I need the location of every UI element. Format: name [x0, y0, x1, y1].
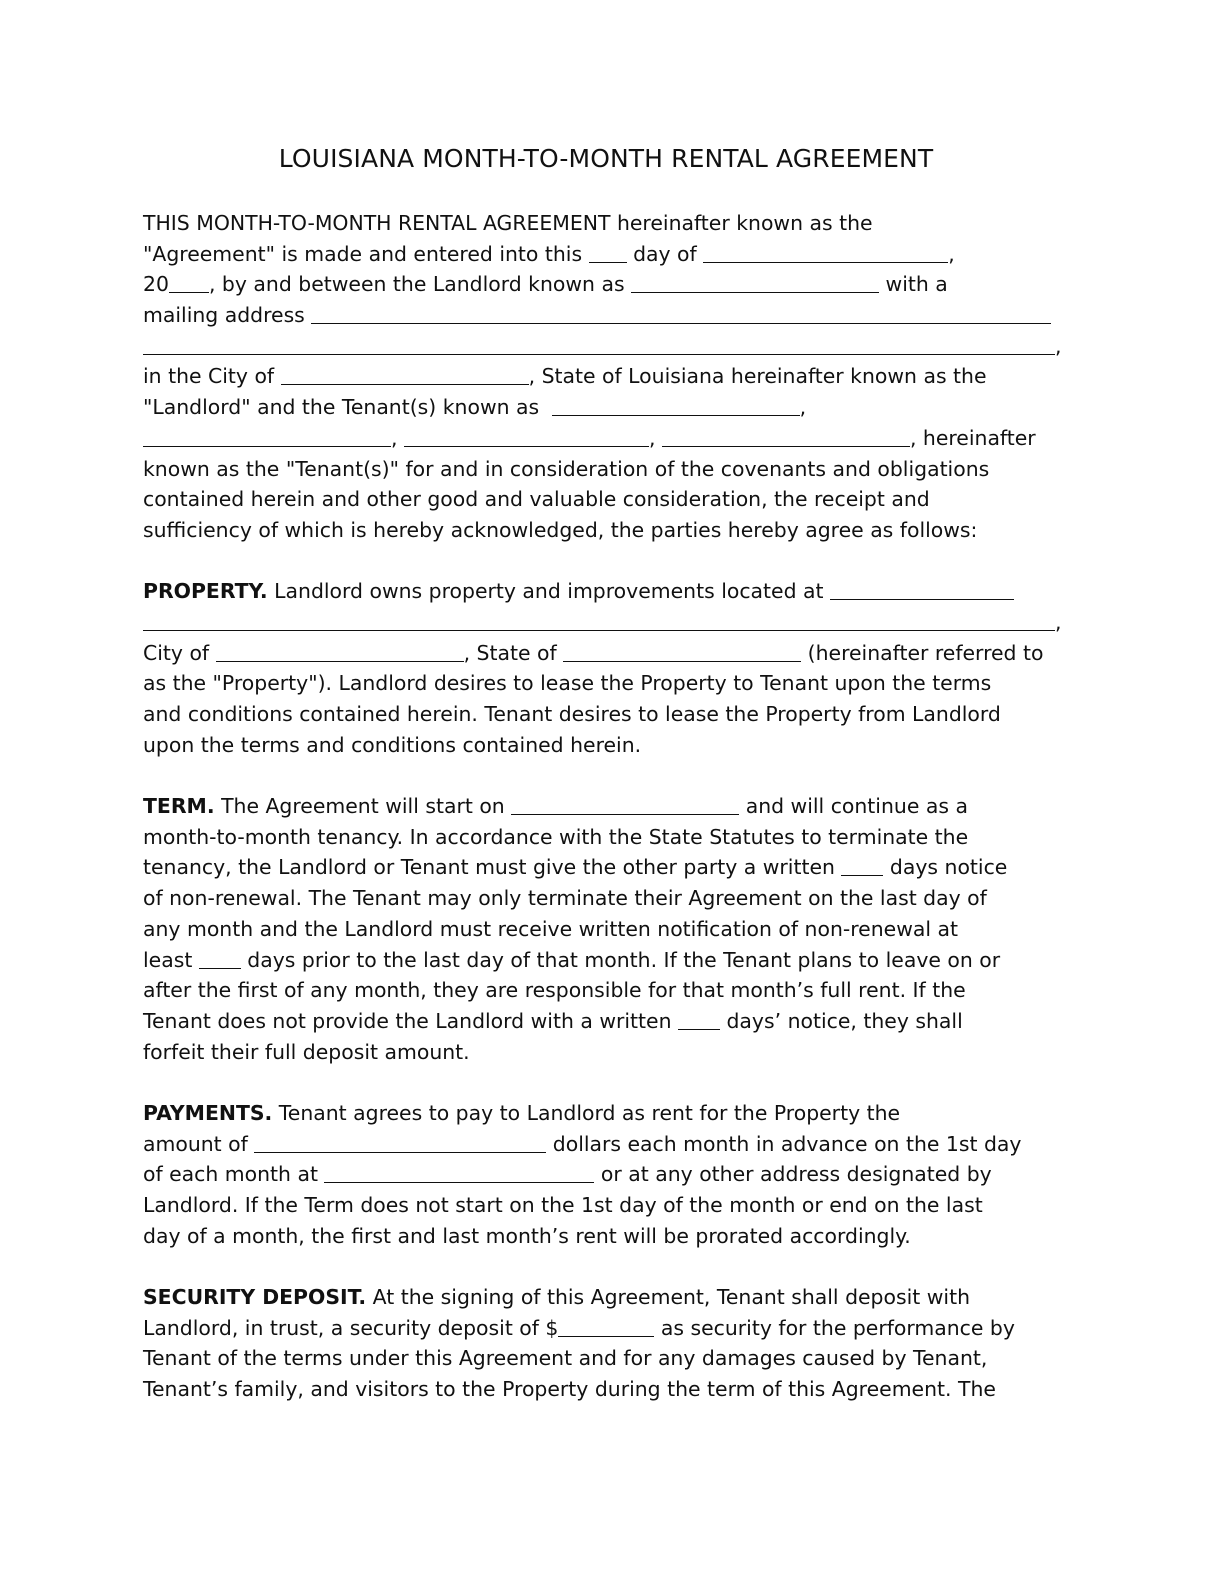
intro-text: , hereinafter [909, 425, 1036, 450]
mailing-address-blank[interactable] [311, 304, 1051, 324]
intro-text: "Agreement" is made and entered into this [143, 241, 583, 266]
term-line-2: month-to-month tenancy. In accordance with the State Statutes to terminate the [143, 824, 969, 849]
term-line-8 [143, 1006, 1068, 1037]
deposit-heading: SECURITY DEPOSIT. [143, 1285, 367, 1310]
property-line-6: upon the terms and conditions contained herein. [143, 732, 642, 757]
property-line-3 [143, 638, 1068, 669]
intro-line-6 [143, 361, 1068, 392]
day-blank[interactable] [589, 243, 627, 263]
intro-line-7 [143, 392, 1068, 423]
intro-text: , by and between the Landlord known as [208, 272, 625, 297]
term-text: days’ notice, they shall [726, 1008, 963, 1033]
intro-text: in the City of [143, 364, 275, 389]
payments-line-2 [143, 1129, 1068, 1160]
term-text: tenancy, the Landlord or Tenant must give the other party a written [143, 855, 835, 880]
property-heading: PROPERTY. [143, 579, 268, 604]
property-line-2 [143, 607, 1068, 638]
term-text: Tenant does not provide the Landlord with a written [143, 1008, 672, 1033]
property-state-blank[interactable] [563, 642, 801, 662]
term-text: least [143, 947, 193, 972]
payments-line-3 [143, 1159, 1068, 1190]
property-address-blank-2[interactable] [143, 611, 1055, 631]
property-text: City of [143, 640, 210, 665]
written-notice-days-blank[interactable] [678, 1010, 720, 1030]
year-blank[interactable] [169, 273, 209, 293]
tenant-name-blank-1[interactable] [552, 396, 800, 416]
term-line-1 [143, 791, 1068, 822]
property-address-blank[interactable] [830, 580, 1014, 600]
payments-text: dollars each month in advance on the 1st day [552, 1131, 1022, 1156]
intro-line-9: known as the "Tenant(s)" for and in consideration of the covenants and obligations [143, 456, 990, 481]
prior-days-blank[interactable] [199, 949, 241, 969]
tenant-name-blank-2[interactable] [143, 427, 391, 447]
intro-line-8 [143, 423, 1068, 454]
term-text: days prior to the last day of that month. If the Tenant plans to leave on or [247, 947, 1001, 972]
payment-address-blank[interactable] [324, 1163, 594, 1183]
deposit-line-4: Tenant’s family, and visitors to the Property during the term of this Agreement. The [143, 1377, 996, 1402]
deposit-line-1 [143, 1282, 1068, 1313]
payments-text: amount of [143, 1131, 248, 1156]
property-line-1 [143, 576, 1068, 607]
landlord-name-blank[interactable] [631, 273, 879, 293]
intro-text: day of [633, 241, 697, 266]
deposit-line-2 [143, 1313, 1068, 1344]
payments-heading: PAYMENTS. [143, 1100, 273, 1125]
intro-text: , [391, 425, 398, 450]
intro-text: mailing address [143, 303, 305, 328]
deposit-line-3: Tenant of the terms under this Agreement and for any damages caused by Tenant, [143, 1346, 988, 1371]
deposit-text: Landlord, in trust, a security deposit of $ [143, 1315, 559, 1340]
spacer [143, 1251, 1068, 1282]
landlord-city-blank[interactable] [281, 365, 529, 385]
property-line-5: and conditions contained herein. Tenant desires to lease the Property from Landlord [143, 702, 1001, 726]
intro-line-2 [143, 239, 1068, 270]
term-line-4: of non-renewal. The Tenant may only terminate their Agreement on the last day of [143, 886, 987, 911]
intro-text: , [948, 241, 955, 266]
property-line-4: as the "Property"). Landlord desires to lease the Property to Tenant upon the terms [143, 671, 992, 696]
intro-line-10: contained herein and other good and valuable consideration, the receipt and [143, 487, 930, 512]
term-line-5: any month and the Landlord must receive written notification of non-renewal at [143, 916, 958, 941]
intro-text: 20 [143, 272, 169, 297]
term-text: The Agreement will start on [221, 794, 505, 819]
intro-line-5 [143, 331, 1068, 362]
term-line-7: after the first of any month, they are responsible for that month’s full rent. If the [143, 978, 966, 1003]
intro-line-3 [143, 269, 1068, 300]
term-line-6 [143, 945, 1068, 976]
intro-line-4 [143, 300, 1068, 331]
property-text: , [1055, 609, 1062, 634]
deposit-amount-blank[interactable] [558, 1317, 654, 1337]
tenant-name-blank-4[interactable] [662, 427, 910, 447]
intro-line-11: sufficiency of which is hereby acknowledged, the parties hereby agree as follows: [143, 517, 978, 542]
term-heading: TERM. [143, 794, 215, 819]
property-text: , State of [463, 640, 557, 665]
payments-line-1 [143, 1098, 1068, 1129]
property-text: (hereinafter referred to [807, 640, 1044, 665]
tenant-name-blank-3[interactable] [404, 427, 649, 447]
mailing-address-blank-2[interactable] [143, 335, 1055, 355]
property-text: Landlord owns property and improvements located at [274, 579, 824, 604]
payments-text: of each month at [143, 1162, 318, 1187]
intro-line-1: THIS MONTH-TO-MONTH RENTAL AGREEMENT hereinafter known as the [143, 211, 873, 235]
page-title: LOUISIANA MONTH-TO-MONTH RENTAL AGREEMENT [278, 144, 934, 173]
document-body [143, 208, 1068, 1405]
intro-text: , [1055, 333, 1062, 358]
start-date-blank[interactable] [511, 795, 739, 815]
spacer [143, 1067, 1068, 1098]
payments-line-5: day of a month, the first and last month’s rent will be prorated accordingly. [143, 1223, 911, 1248]
payments-line-4: Landlord. If the Term does not start on the 1st day of the month or end on the last [143, 1193, 983, 1217]
intro-text: "Landlord" and the Tenant(s) known as [143, 395, 540, 420]
term-line-3 [143, 852, 1068, 883]
intro-text: with a [885, 272, 948, 297]
deposit-text: At the signing of this Agreement, Tenant shall deposit with [372, 1285, 971, 1310]
spacer [143, 760, 1068, 791]
term-text: and will continue as a [745, 794, 968, 819]
intro-text: , [648, 425, 656, 450]
payments-text: or at any other address designated by [600, 1162, 992, 1187]
month-blank[interactable] [703, 243, 948, 263]
intro-text: , State of Louisiana hereinafter known as the [528, 364, 987, 389]
deposit-text: as security for the performance by [660, 1315, 1015, 1340]
intro-text: , [799, 395, 807, 420]
payments-text: Tenant agrees to pay to Landlord as rent for the Property the [278, 1100, 901, 1125]
rent-amount-blank[interactable] [254, 1133, 546, 1153]
spacer [143, 546, 1068, 577]
property-city-blank[interactable] [216, 642, 464, 662]
term-text: days notice [889, 855, 1008, 880]
term-line-9: forfeit their full deposit amount. [143, 1039, 470, 1064]
notice-days-blank[interactable] [841, 856, 883, 876]
